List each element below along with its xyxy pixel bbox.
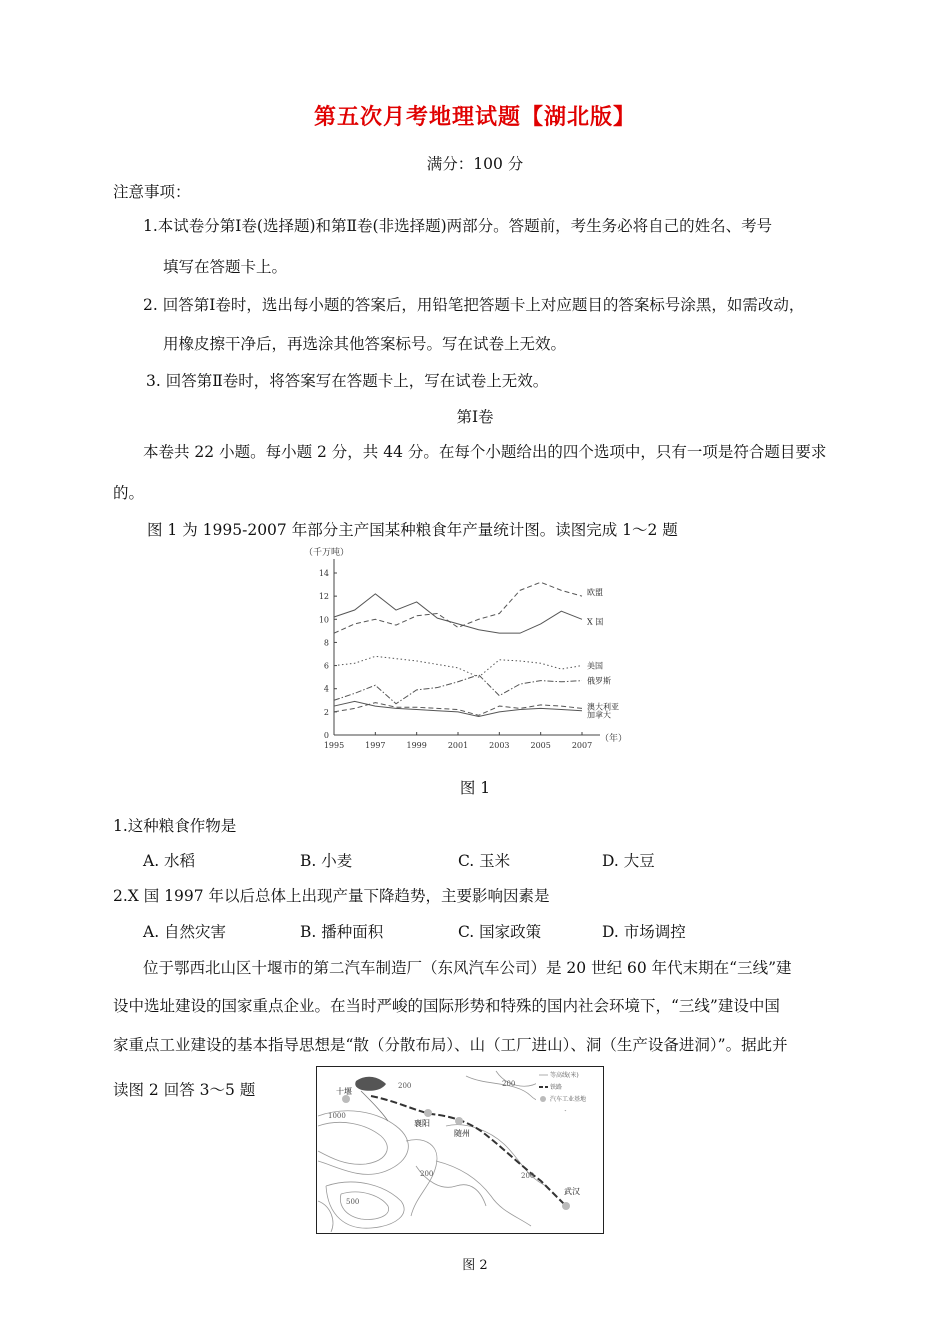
full-score: 满分：100 分 [426,155,524,173]
city-label-xiangyang: 襄阳 [414,1119,430,1128]
city-marker-xiangyang [424,1109,432,1117]
city-label-wuhan: 武汉 [564,1187,580,1196]
x-tick-label: 2001 [447,741,469,750]
city-marker-shiyan [342,1095,350,1103]
q1-option-b: B. 小麦 [300,852,353,870]
q1-option-c: C. 玉米 [458,852,511,870]
passage-line-4: 读图 2 回答 3～5 题 [113,1081,256,1099]
q1-option-d: D. 大豆 [602,852,655,870]
figure1-caption: 图 1 [459,779,491,797]
q2-option-a: A. 自然灾害 [143,923,227,941]
legend-contour-label: 等高线(米) [550,1072,579,1079]
series-label-5: 澳大利亚 [587,702,619,712]
section-title: 第Ⅰ卷 [456,408,494,426]
x-tick-label: 1995 [323,741,345,750]
y-tick-label: 12 [318,592,329,602]
city-label-shiyan: 十堰 [336,1087,352,1096]
series-line-1 [334,582,582,633]
series-label-1: 欧盟 [587,588,603,598]
x-unit-label: （年） [600,734,628,744]
section-intro-cont: 的。 [113,484,145,502]
y-tick-label: 2 [323,707,329,717]
notice-item-1: 1.本试卷分第Ⅰ卷(选择题)和第Ⅱ卷(非选择题)两部分。答题前，考生务必将自己的姓名、考号 [143,217,773,235]
series-label-2: X 国 [587,617,604,627]
x-tick-label: 2007 [571,741,593,750]
contour-label: 200 [420,1170,434,1178]
figure1-intro: 图 1 为 1995-2007 年部分主产国某种粮食年产量统计图。读图完成 1～2 题 [147,521,678,539]
x-tick-label: 2005 [530,741,551,750]
series-line-4 [334,675,582,704]
series-label-4: 俄罗斯 [587,676,611,686]
legend-base-label: 汽车工业基地 [550,1096,587,1103]
city-label-suizhou: 随州 [454,1129,470,1138]
passage-line-2: 设中选址建设的国家重点企业。在当时严峻的国际形势和特殊的国内社会环境下，“三线”建设中国 [113,997,780,1015]
y-tick-label: 14 [318,569,329,578]
section-intro: 本卷共 22 小题。每小题 2 分，共 44 分。在每个小题给出的四个选项中，只有一项是符合题目要求 [143,443,827,461]
notice-item-3: 3. 回答第Ⅱ卷时，将答案写在答题卡上，写在试卷上无效。 [146,372,549,390]
q2-option-c: C. 国家政策 [458,923,542,941]
y-tick-label: 10 [318,615,329,625]
contour-label: 200 [521,1172,535,1180]
x-tick-label: 1999 [406,741,427,750]
page-title: 第五次月考地理试题【湖北版】 [313,104,636,130]
notice-item-2: 2. 回答第Ⅰ卷时，选出每小题的答案后，用铅笔把答题卡上对应题目的答案标号涂黑，如需改动， [143,296,805,314]
series-line-6 [334,701,582,716]
contour-label: 500 [346,1198,360,1206]
map-legend [536,1068,602,1110]
q2-stem: 2.X 国 1997 年以后总体上出现产量下降趋势，主要影响因素是 [113,887,550,905]
notice-heading: 注意事项： [113,183,191,201]
figure2-caption: 图 2 [462,1258,488,1273]
q1-stem: 1.这种粮食作物是 [113,817,237,835]
y-tick-label: 8 [323,638,329,648]
y-tick-label: 6 [323,661,329,671]
x-tick-label: 1997 [365,741,386,750]
q2-option-d: D. 市场调控 [602,923,686,941]
series-label-3: 美国 [587,661,603,671]
series-label-6: 加拿大 [587,710,611,720]
series-line-2 [334,594,582,633]
q1-option-a: A. 水稻 [143,852,196,870]
passage-line-1: 位于鄂西北山区十堰市的第二汽车制造厂（东风汽车公司）是 20 世纪 60 年代末期在“三线”建 [143,959,792,977]
q2-option-b: B. 播种面积 [300,923,384,941]
notice-item-1-cont: 填写在答题卡上。 [163,258,288,276]
figure1-line-chart [296,543,646,758]
city-marker-wuhan [562,1202,570,1210]
contour-label: 200 [502,1080,516,1088]
y-tick-label: 4 [323,684,329,694]
notice-item-2-cont: 用橡皮擦干净后，再选涂其他答案标号。写在试卷上无效。 [163,335,567,353]
y-tick-label: 0 [323,731,329,740]
figure2-map [316,1066,604,1234]
contour-label: 200 [398,1082,412,1090]
x-tick-label: 2003 [489,741,510,750]
contour-label: 1000 [328,1112,346,1120]
passage-line-3: 家重点工业建设的基本指导思想是“散（分散布局）、山（工厂进山）、洞（生产设备进洞）”。据此并 [113,1036,788,1054]
y-unit-label: （千万吨） [304,548,350,558]
city-marker-suizhou [455,1117,463,1125]
legend-railway-label: 铁路 [550,1084,563,1091]
series-line-3 [334,656,582,677]
